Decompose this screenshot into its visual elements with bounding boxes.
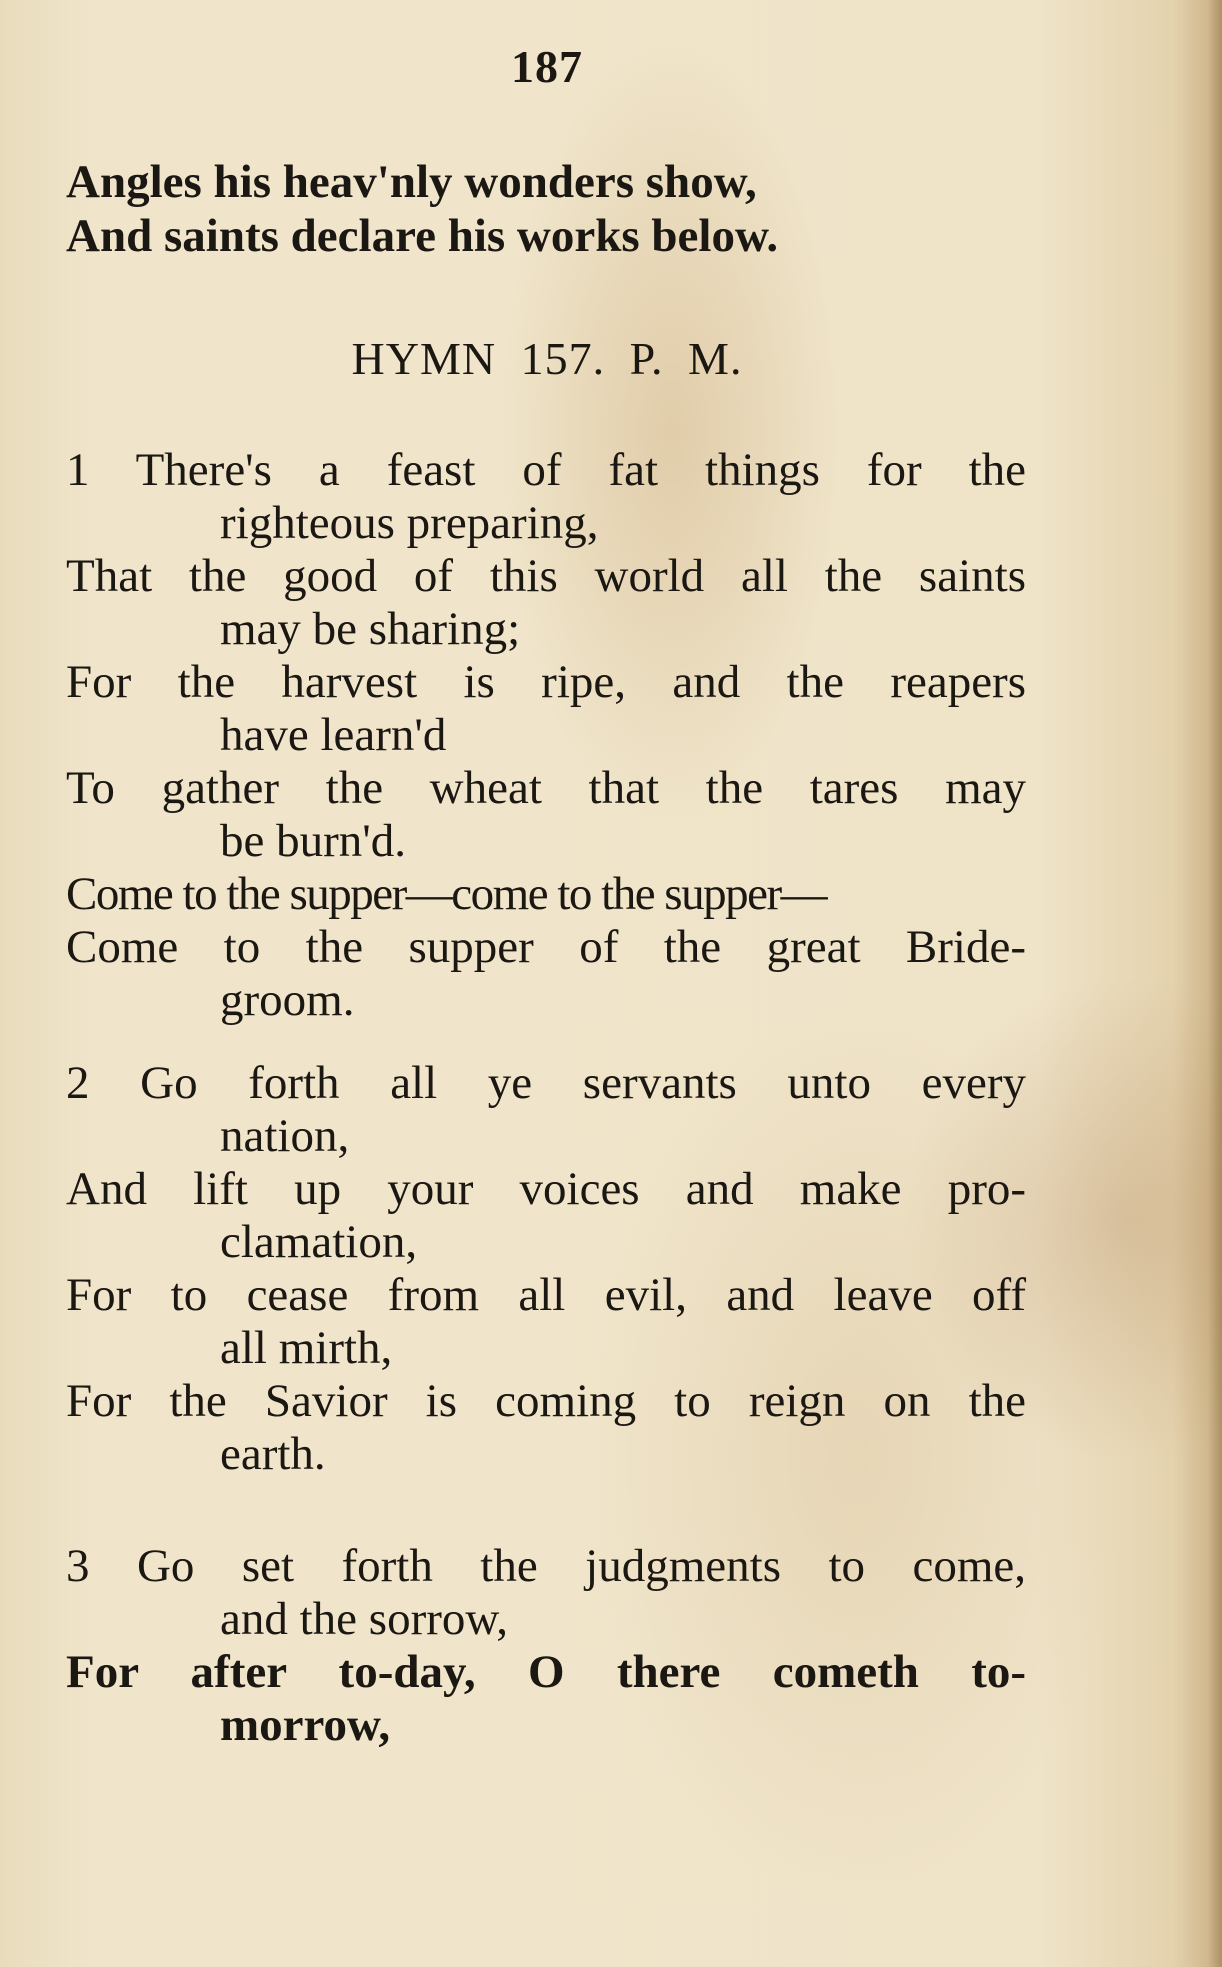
verse-line: For the harvest is ripe, and the reapers — [66, 656, 1026, 708]
page-number: 187 — [511, 41, 583, 92]
verse-line: have learn'd — [220, 709, 447, 761]
verse-line: nation, — [220, 1110, 350, 1162]
verse-line: That the good of this world all the saints — [66, 550, 1026, 602]
verse-line: 1 There's a feast of fat things for the — [66, 444, 1026, 496]
verse-line: To gather the wheat that the tares may — [66, 762, 1026, 814]
verse-line: be burn'd. — [220, 815, 406, 867]
verse-line: 2 Go forth all ye servants unto every — [66, 1057, 1026, 1109]
verse-line: 3 Go set forth the judgments to come, — [66, 1540, 1026, 1592]
verse-line: and the sorrow, — [220, 1593, 509, 1645]
verse-line: For the Savior is coming to reign on the — [66, 1375, 1026, 1427]
verse-line: righteous preparing, — [220, 497, 599, 549]
page-edge-shadow — [1208, 0, 1222, 1967]
verse-line: morrow, — [220, 1699, 391, 1751]
verse-line: earth. — [220, 1428, 326, 1480]
verse-line: may be sharing; — [220, 603, 521, 655]
verse-line: groom. — [220, 974, 355, 1026]
verse-line: For to cease from all evil, and leave off — [66, 1269, 1026, 1321]
prev-hymn-line: And saints declare his works below. — [66, 210, 779, 262]
prev-hymn-line: Angles his heav'nly wonders show, — [66, 156, 757, 208]
verse-line: clamation, — [220, 1216, 418, 1268]
verse-line: For after to-day, O there cometh to- — [66, 1646, 1026, 1698]
verse-line: Come to the supper of the great Bride- — [66, 921, 1026, 973]
verse-line: And lift up your voices and make pro- — [66, 1163, 1026, 1215]
verse-line: all mirth, — [220, 1322, 393, 1374]
verse-line: Come to the supper—come to the supper— — [66, 868, 827, 920]
hymn-title: HYMN 157. P. M. — [351, 333, 743, 384]
